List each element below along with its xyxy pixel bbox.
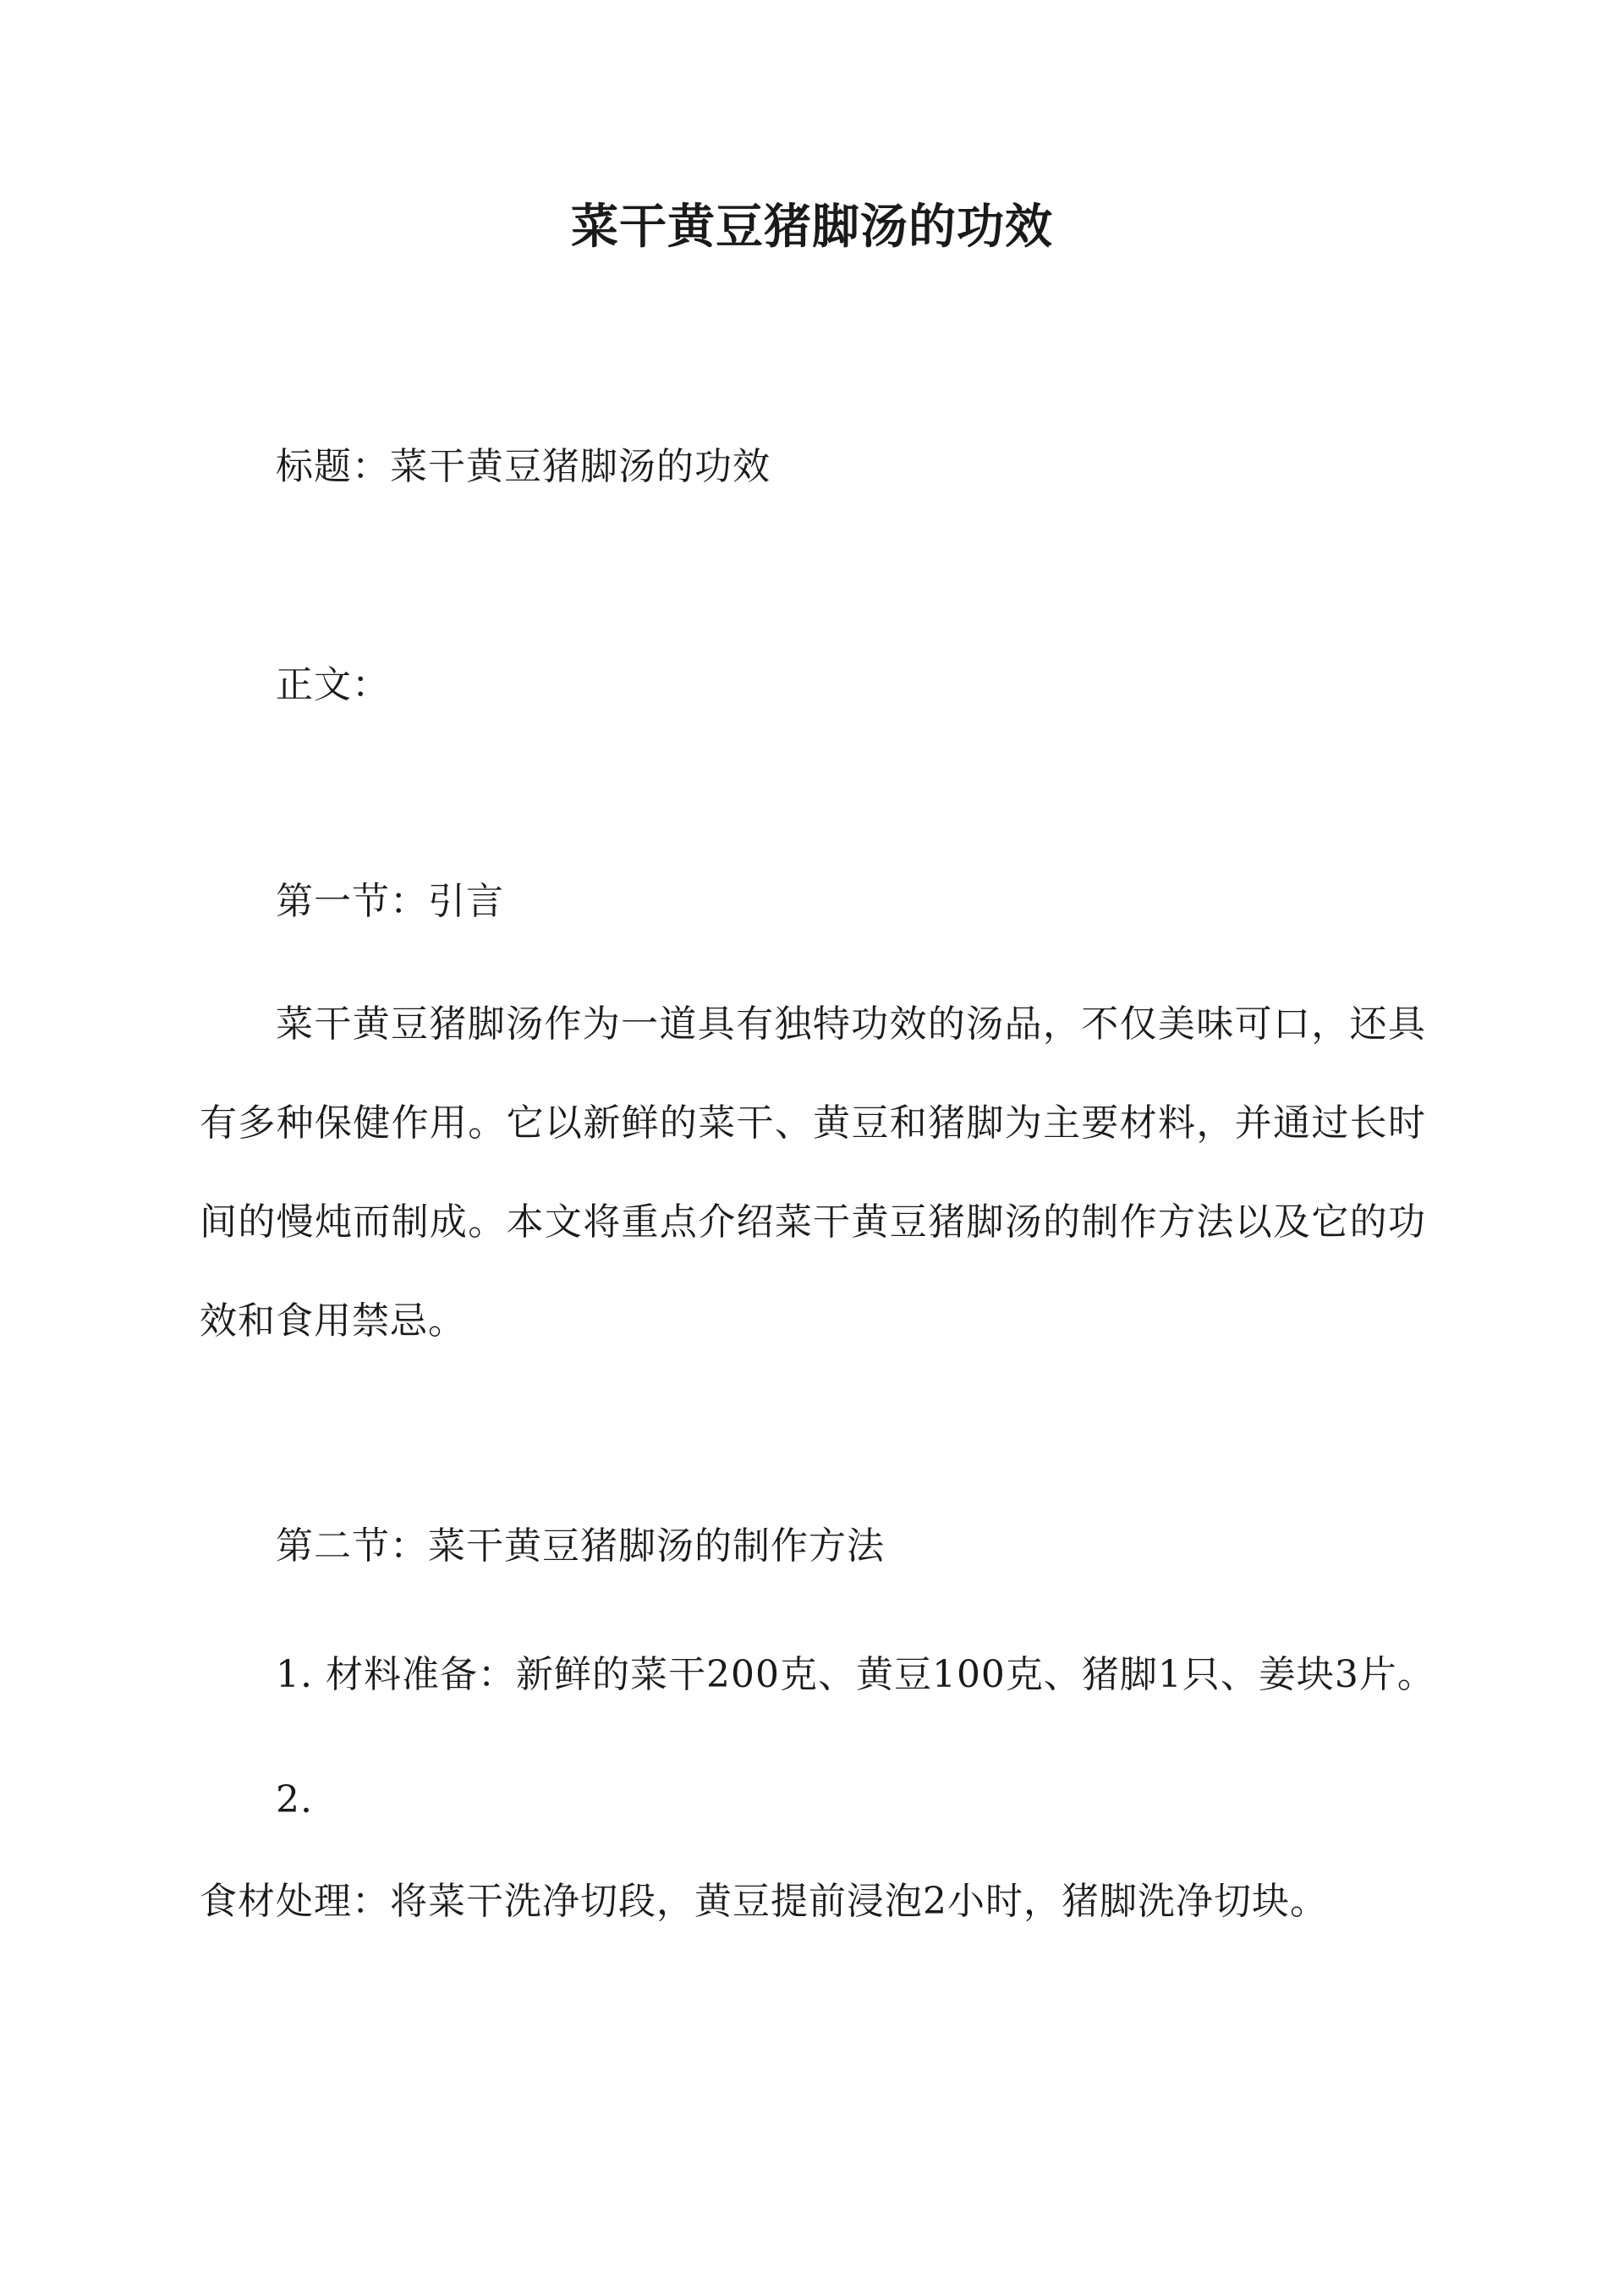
step2-number: 2.	[276, 1778, 313, 1821]
subject-line: 标题：菜干黄豆猪脚汤的功效	[276, 445, 771, 488]
body-label: 正文：	[276, 663, 390, 706]
step1-text: 1. 材料准备：新鲜的菜干200克、黄豆100克、猪脚1只、姜块3片。	[276, 1653, 1435, 1696]
document-title: 菜干黄豆猪脚汤的功效	[571, 199, 1053, 255]
section2-heading: 第二节：菜干黄豆猪脚汤的制作方法	[276, 1524, 885, 1568]
step2-text: 食材处理：将菜干洗净切段，黄豆提前浸泡2小时，猪脚洗净切块。	[200, 1880, 1328, 1923]
section1-heading: 第一节：引言	[276, 880, 504, 923]
section1-paragraph: 菜干黄豆猪脚汤作为一道具有独特功效的汤品，不仅美味可口，还具有多种保健作用。它以新鲜的菜干、黄豆和猪脚为主要材料，并通过长时间的慢炖而制成。本文将重点介绍菜干黄豆猪脚汤的制作方法以及它的功效和食用禁忌。	[200, 1002, 1426, 1343]
